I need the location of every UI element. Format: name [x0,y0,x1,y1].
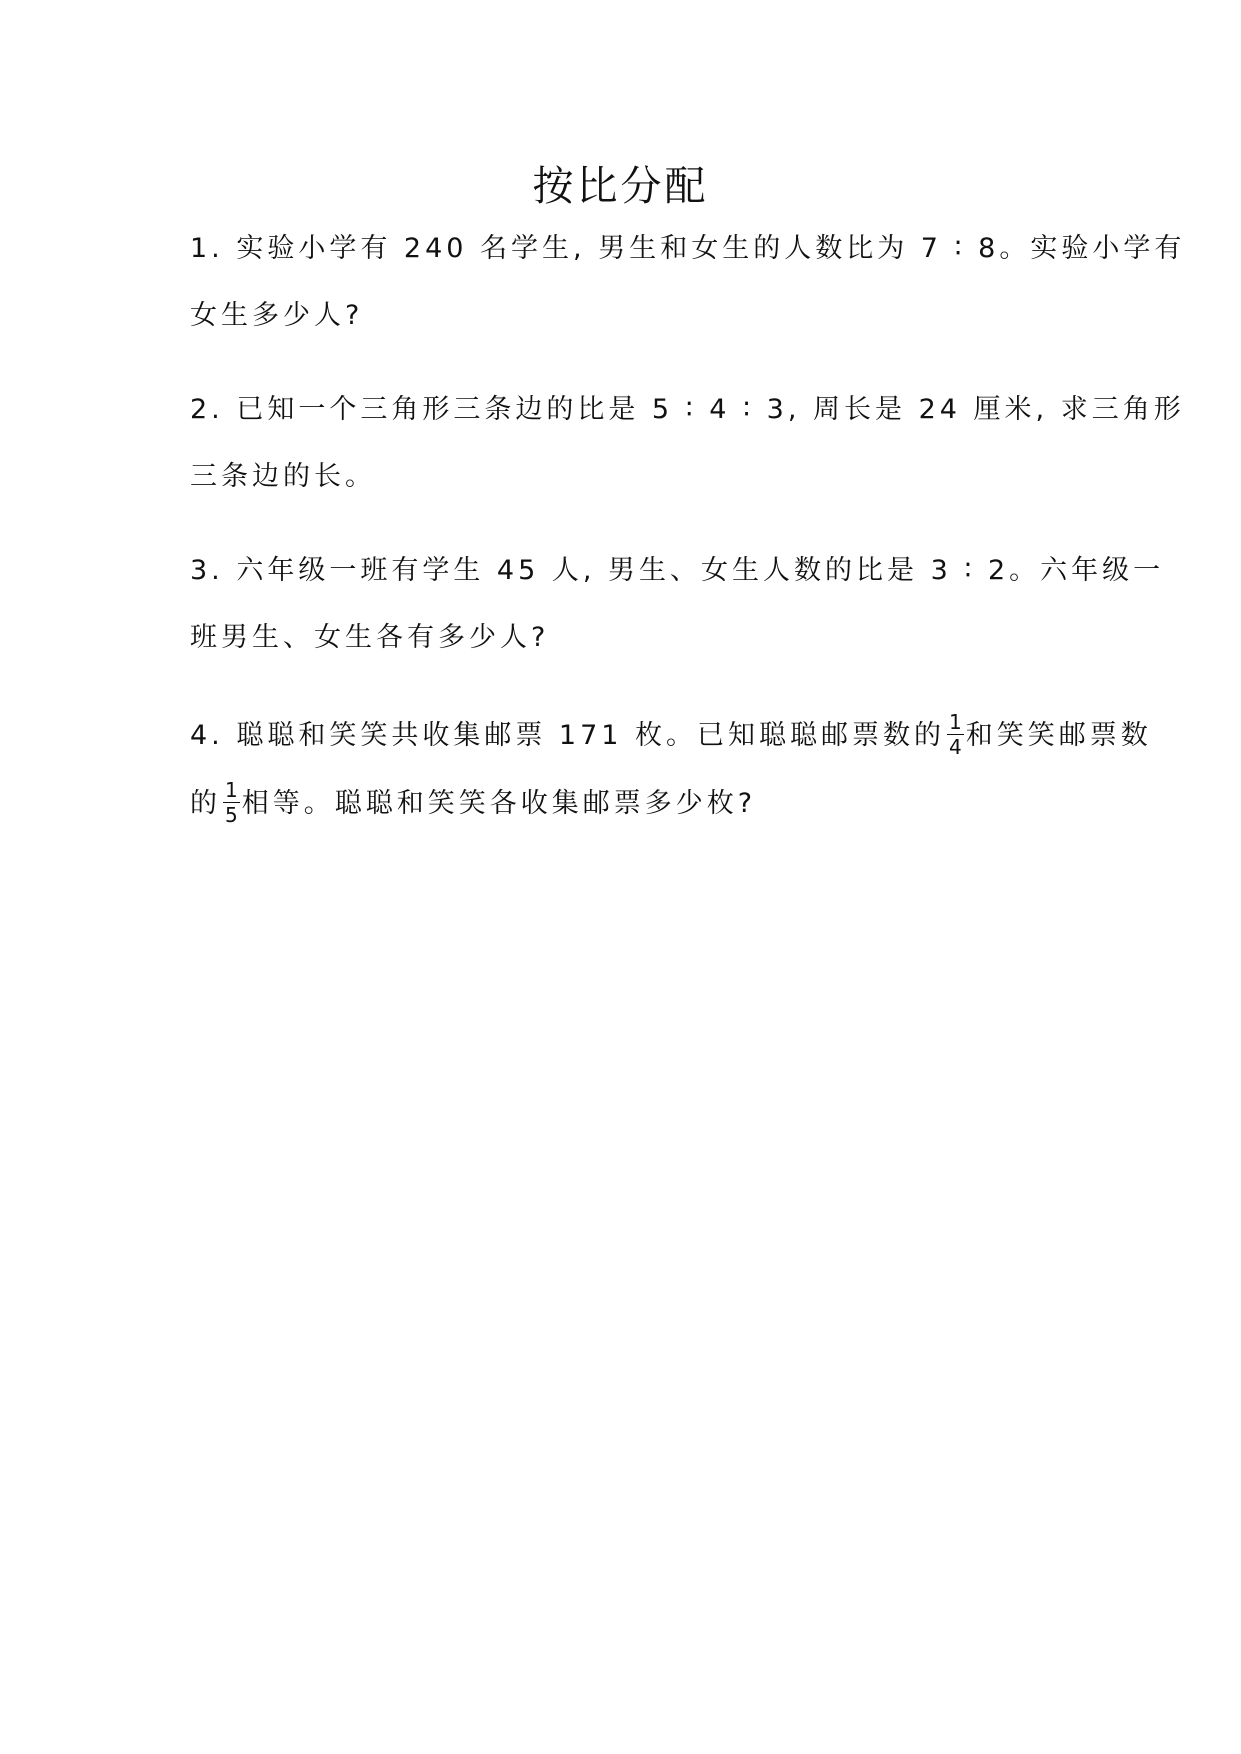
question-1-line-1: 1. 实验小学有 240 名学生, 男生和女生的人数比为 7 ∶ 8。实验小学有 [190,233,1186,264]
page-title: 按比分配 [532,162,709,210]
question-3-line-1: 3. 六年级一班有学生 45 人, 男生、女生人数的比是 3 ∶ 2。六年级一 [190,555,1165,586]
question-4-text-c: 的 [190,788,221,819]
fraction-numerator: 1 [949,710,962,734]
fraction-numerator: 1 [225,778,238,802]
question-2-line-1: 2. 已知一个三角形三条边的比是 5 ∶ 4 ∶ 3, 周长是 24 厘米, 求三角形 [190,394,1185,425]
fraction-one-quarter [947,711,964,758]
question-2-line-2: 三条边的长。 [190,461,376,492]
fraction-denominator: 5 [225,803,238,827]
fraction-one-fifth [223,779,240,826]
question-1-line-2: 女生多少人? [190,300,364,331]
question-4-text-b: 和笑笑邮票数 [965,720,1152,751]
question-4-text-d: 相等。聪聪和笑笑各收集邮票多少枚? [241,788,757,819]
fraction-denominator: 4 [949,735,962,759]
question-4-line-1 [190,710,1152,760]
question-4-line-2 [190,778,1070,828]
question-3-line-2: 班男生、女生各有多少人? [190,622,550,653]
question-4-text-a: 4. 聪聪和笑笑共收集邮票 171 枚。已知聪聪邮票数的 [190,720,946,751]
